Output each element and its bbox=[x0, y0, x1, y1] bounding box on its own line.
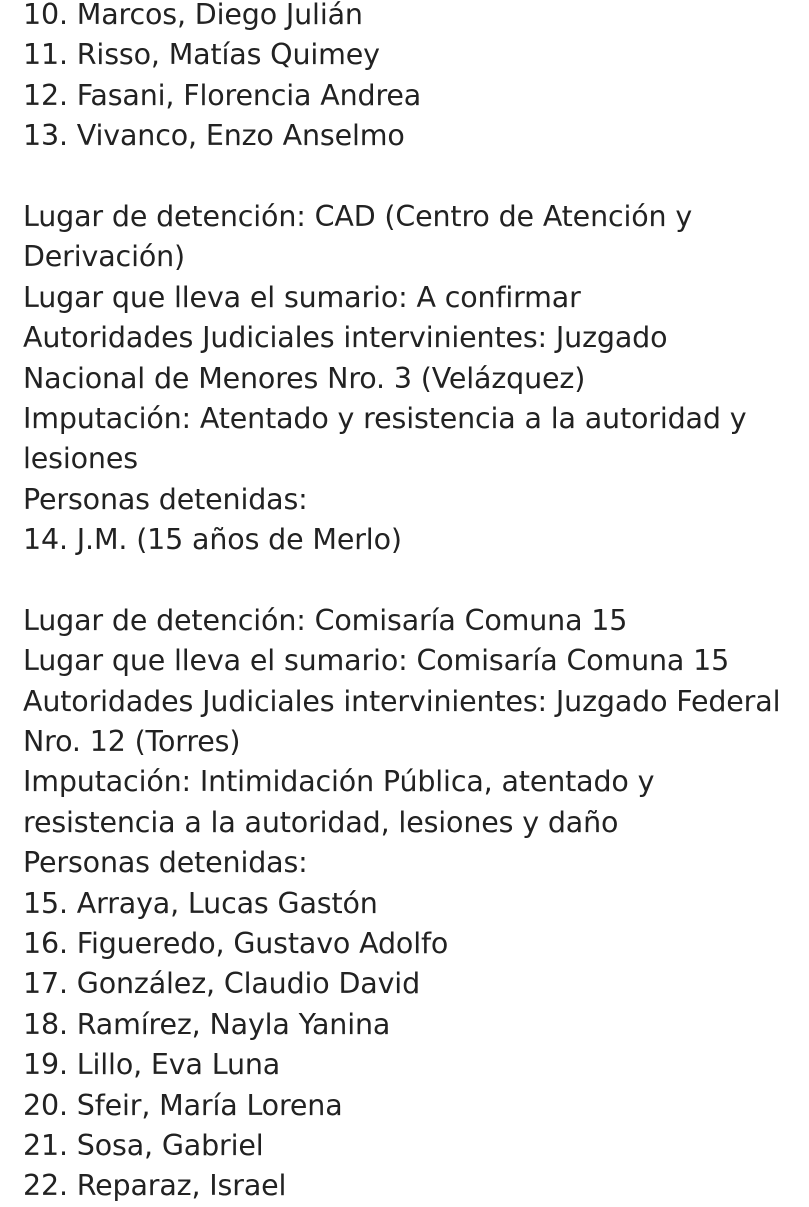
text-line: Personas detenidas: bbox=[23, 482, 308, 516]
text-line: Personas detenidas: bbox=[23, 846, 308, 880]
text-line: Derivación) bbox=[23, 240, 186, 274]
list-item: 17. González, Claudio David bbox=[23, 967, 421, 1001]
blank-line bbox=[23, 560, 809, 600]
list-item: 16. Figueredo, Gustavo Adolfo bbox=[23, 926, 449, 960]
blank-line bbox=[23, 157, 809, 197]
list-item: 13. Vivanco, Enzo Anselmo bbox=[23, 119, 405, 153]
text-line: Nro. 12 (Torres) bbox=[23, 725, 241, 759]
text-line: Lugar de detención: Comisaría Comuna 15 bbox=[23, 603, 628, 637]
text-line: Lugar que lleva el sumario: A confirmar bbox=[23, 280, 581, 314]
list-item: 18. Ramírez, Nayla Yanina bbox=[23, 1007, 391, 1041]
list-item: 10. Marcos, Diego Julián bbox=[23, 0, 363, 31]
list-item: 20. Sfeir, María Lorena bbox=[23, 1088, 343, 1122]
text-line: lesiones bbox=[23, 442, 138, 476]
list-item: 21. Sosa, Gabriel bbox=[23, 1128, 264, 1162]
text-line: Autoridades Judiciales intervinientes: Juzgado Federal bbox=[23, 684, 781, 718]
text-line: Nacional de Menores Nro. 3 (Velázquez) bbox=[23, 361, 586, 395]
text-line: Imputación: Intimidación Pública, atentado y bbox=[23, 765, 655, 799]
text-line: Lugar de detención: CAD (Centro de Atención y bbox=[23, 199, 693, 233]
list-item: 12. Fasani, Florencia Andrea bbox=[23, 78, 422, 112]
list-item: 19. Lillo, Eva Luna bbox=[23, 1048, 281, 1082]
text-line: Imputación: Atentado y resistencia a la autoridad y bbox=[23, 401, 747, 435]
list-item: 15. Arraya, Lucas Gastón bbox=[23, 886, 378, 920]
text-line: Lugar que lleva el sumario: Comisaría Comuna 15 bbox=[23, 644, 730, 678]
list-item: 22. Reparaz, Israel bbox=[23, 1169, 287, 1203]
list-item: 14. J.M. (15 años de Merlo) bbox=[23, 523, 402, 557]
list-item: 11. Risso, Matías Quimey bbox=[23, 38, 380, 72]
text-line: Autoridades Judiciales intervinientes: Juzgado bbox=[23, 321, 668, 355]
text-line: resistencia a la autoridad, lesiones y daño bbox=[23, 805, 619, 839]
